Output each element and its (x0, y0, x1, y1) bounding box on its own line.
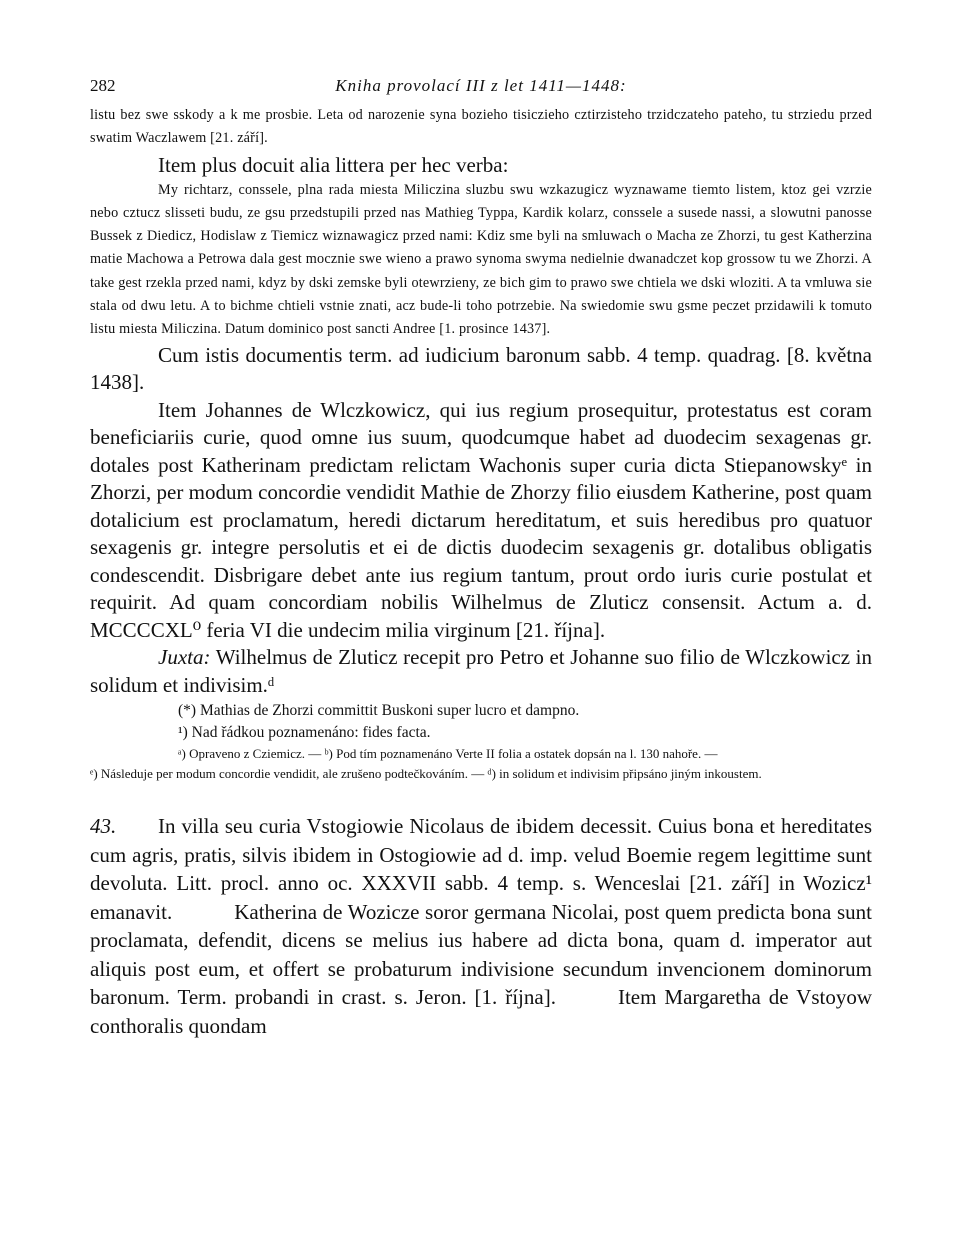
entry-number: 43. (90, 814, 117, 839)
footnote-c-d: ᵉ) Následuje per modum concordie vendidit, ale zrušeno podtečkováním. — ᵈ) in solidum et indivisim připsáno jiným inkoustem. (90, 766, 762, 782)
notes-block (90, 700, 872, 784)
footnote-1: ¹) Nad řádkou poznamenáno: fides facta. (178, 724, 431, 742)
paragraph-cum: Cum istis documentis term. ad iudicium baronum sabb. 4 temp. quadrag. [8. května 1438]. (90, 342, 872, 395)
page-number: 282 (90, 76, 116, 95)
czech-letter (90, 179, 872, 342)
entry-43 (90, 812, 872, 1040)
main-text (90, 342, 872, 700)
running-head (90, 66, 872, 104)
small-paragraph-top (90, 104, 872, 151)
page-title: Kniha provolací III z let 1411—1448: (335, 76, 627, 95)
paragraph-item-johannes: Item Johannes de Wlczkowicz, qui ius regium prosequitur, protestatus est coram beneficiariis curie, quod omne ius suum, quodcumque habet ad duodecim sexagenas gr. dotales post Katherinam predictam relictam Wachonis super curia dicta Stiepanowskyᵉ in Zhorzi, per modum concordie vendidit Mathie de Zhorzy filio eiusdem Katherine, post quam dotalicium est proclamatum, heredi dictarum hereditatum, et suis heredibus pro quatuor sexagenis gr. integre persolutis et ei de dictis duodecim sexagenis gr. dotalibus obligatis condescendit. Disbrigare debet ante ius regium tantum, prout ordo iuris curie postulat et requirit. Ad quam concordiam nobilis Wilhelmus de Zluticz consensit. Actum a. d. MCCCCXL⁰ feria VI die undecim milia virginum [21. října]. (90, 397, 872, 642)
letter-text: My richtarz, conssele, plna rada miesta Miliczina sluzbu swu wzkazugicz wyznawame tiemto listem, ktoz gei vzrzie nebo cztucz slisseti budu, ze gsu przedstupili przed nas Mathieg Typpa, Kardik kolarz, conssele a susede nassi, a slowutni panosse Bussek z Diedicz, Hodislaw z Tiemicz wiznawagicz przed nami: Kdiz sme byli na smluwach o Macha ze Zhorzi, tu gest Katherzina matie Machowa a Petrowa dala gest mocznie swe wieno a prawo synoma swyma nedielnie dwanadczet kop grossow tu we Zhorzi. A take gest rzekla przed nami, kdyz by dski zemske byli otewrzieny, ze bich gim to prawo swe chtiela we dski wloziti. A ta vmluwa sie stala od dwu letu. A to bichme chtieli vstnie znati, acz bude-li toho potrzebie. Na swiedomie swu gsme peczet przidawili k tomuto listu miesta Miliczina. Datum dominico post sancti Andree [1. prosince 1437]. (90, 181, 872, 338)
paragraph-star: (*) Mathias de Zhorzi committit Buskoni super lucro et dampno. (178, 702, 580, 720)
entry-text-1: In villa seu curia Vstogiowie Nicolaus de ibidem decessit. Cuius bona et hereditates cum agris, pratis, silvis ibidem in Ostogiowie ad d. imp. velud Boemie regem legittime sunt devoluta. Litt. procl. anno oc. XXXVII sabb. 4 temp. s. Wenceslai [21. září] in Wozicz¹ emanavit. (90, 814, 872, 924)
entry-text-3: Item Margaretha de Vstoyow conthoralis quondam (90, 985, 872, 1038)
juxta-text: Wilhelmus de Zluticz recepit pro Petro et Johanne suo filio de Wlczkowicz in solidum et indivisim.ᵈ (90, 645, 873, 697)
footnote-a-b: ᵃ) Opraveno z Cziemicz. — ᵇ) Pod tím poznamenáno Verte II folia a ostatek dopsán na l. 130 nahoře. — (178, 746, 718, 762)
paragraph-juxta (90, 644, 872, 699)
entry-text-2: Katherina de Wozicze soror germana Nicolai, post quem predicta bona sunt proclamata, defendit, dicens se melius ius habere ad dicta bona, quam d. imperator aut aliquis post eum, et offert se probaturum indivisione secundum invencionem dominorum baronum. Term. probandi in crast. s. Jeron. [1. října]. (90, 899, 872, 1010)
paragraph-text: listu bez swe sskody a k me prosbie. Leta od narozenie syna bozieho tisiczieho cztirzisteho trzidczateho pateho, tu strziedu przed swatim Waczlawem [21. září]. (90, 107, 872, 147)
juxta-label: Juxta: (158, 645, 211, 670)
item-intro: Item plus docuit alia littera per hec verba: (158, 152, 509, 177)
document-page (90, 66, 872, 1040)
